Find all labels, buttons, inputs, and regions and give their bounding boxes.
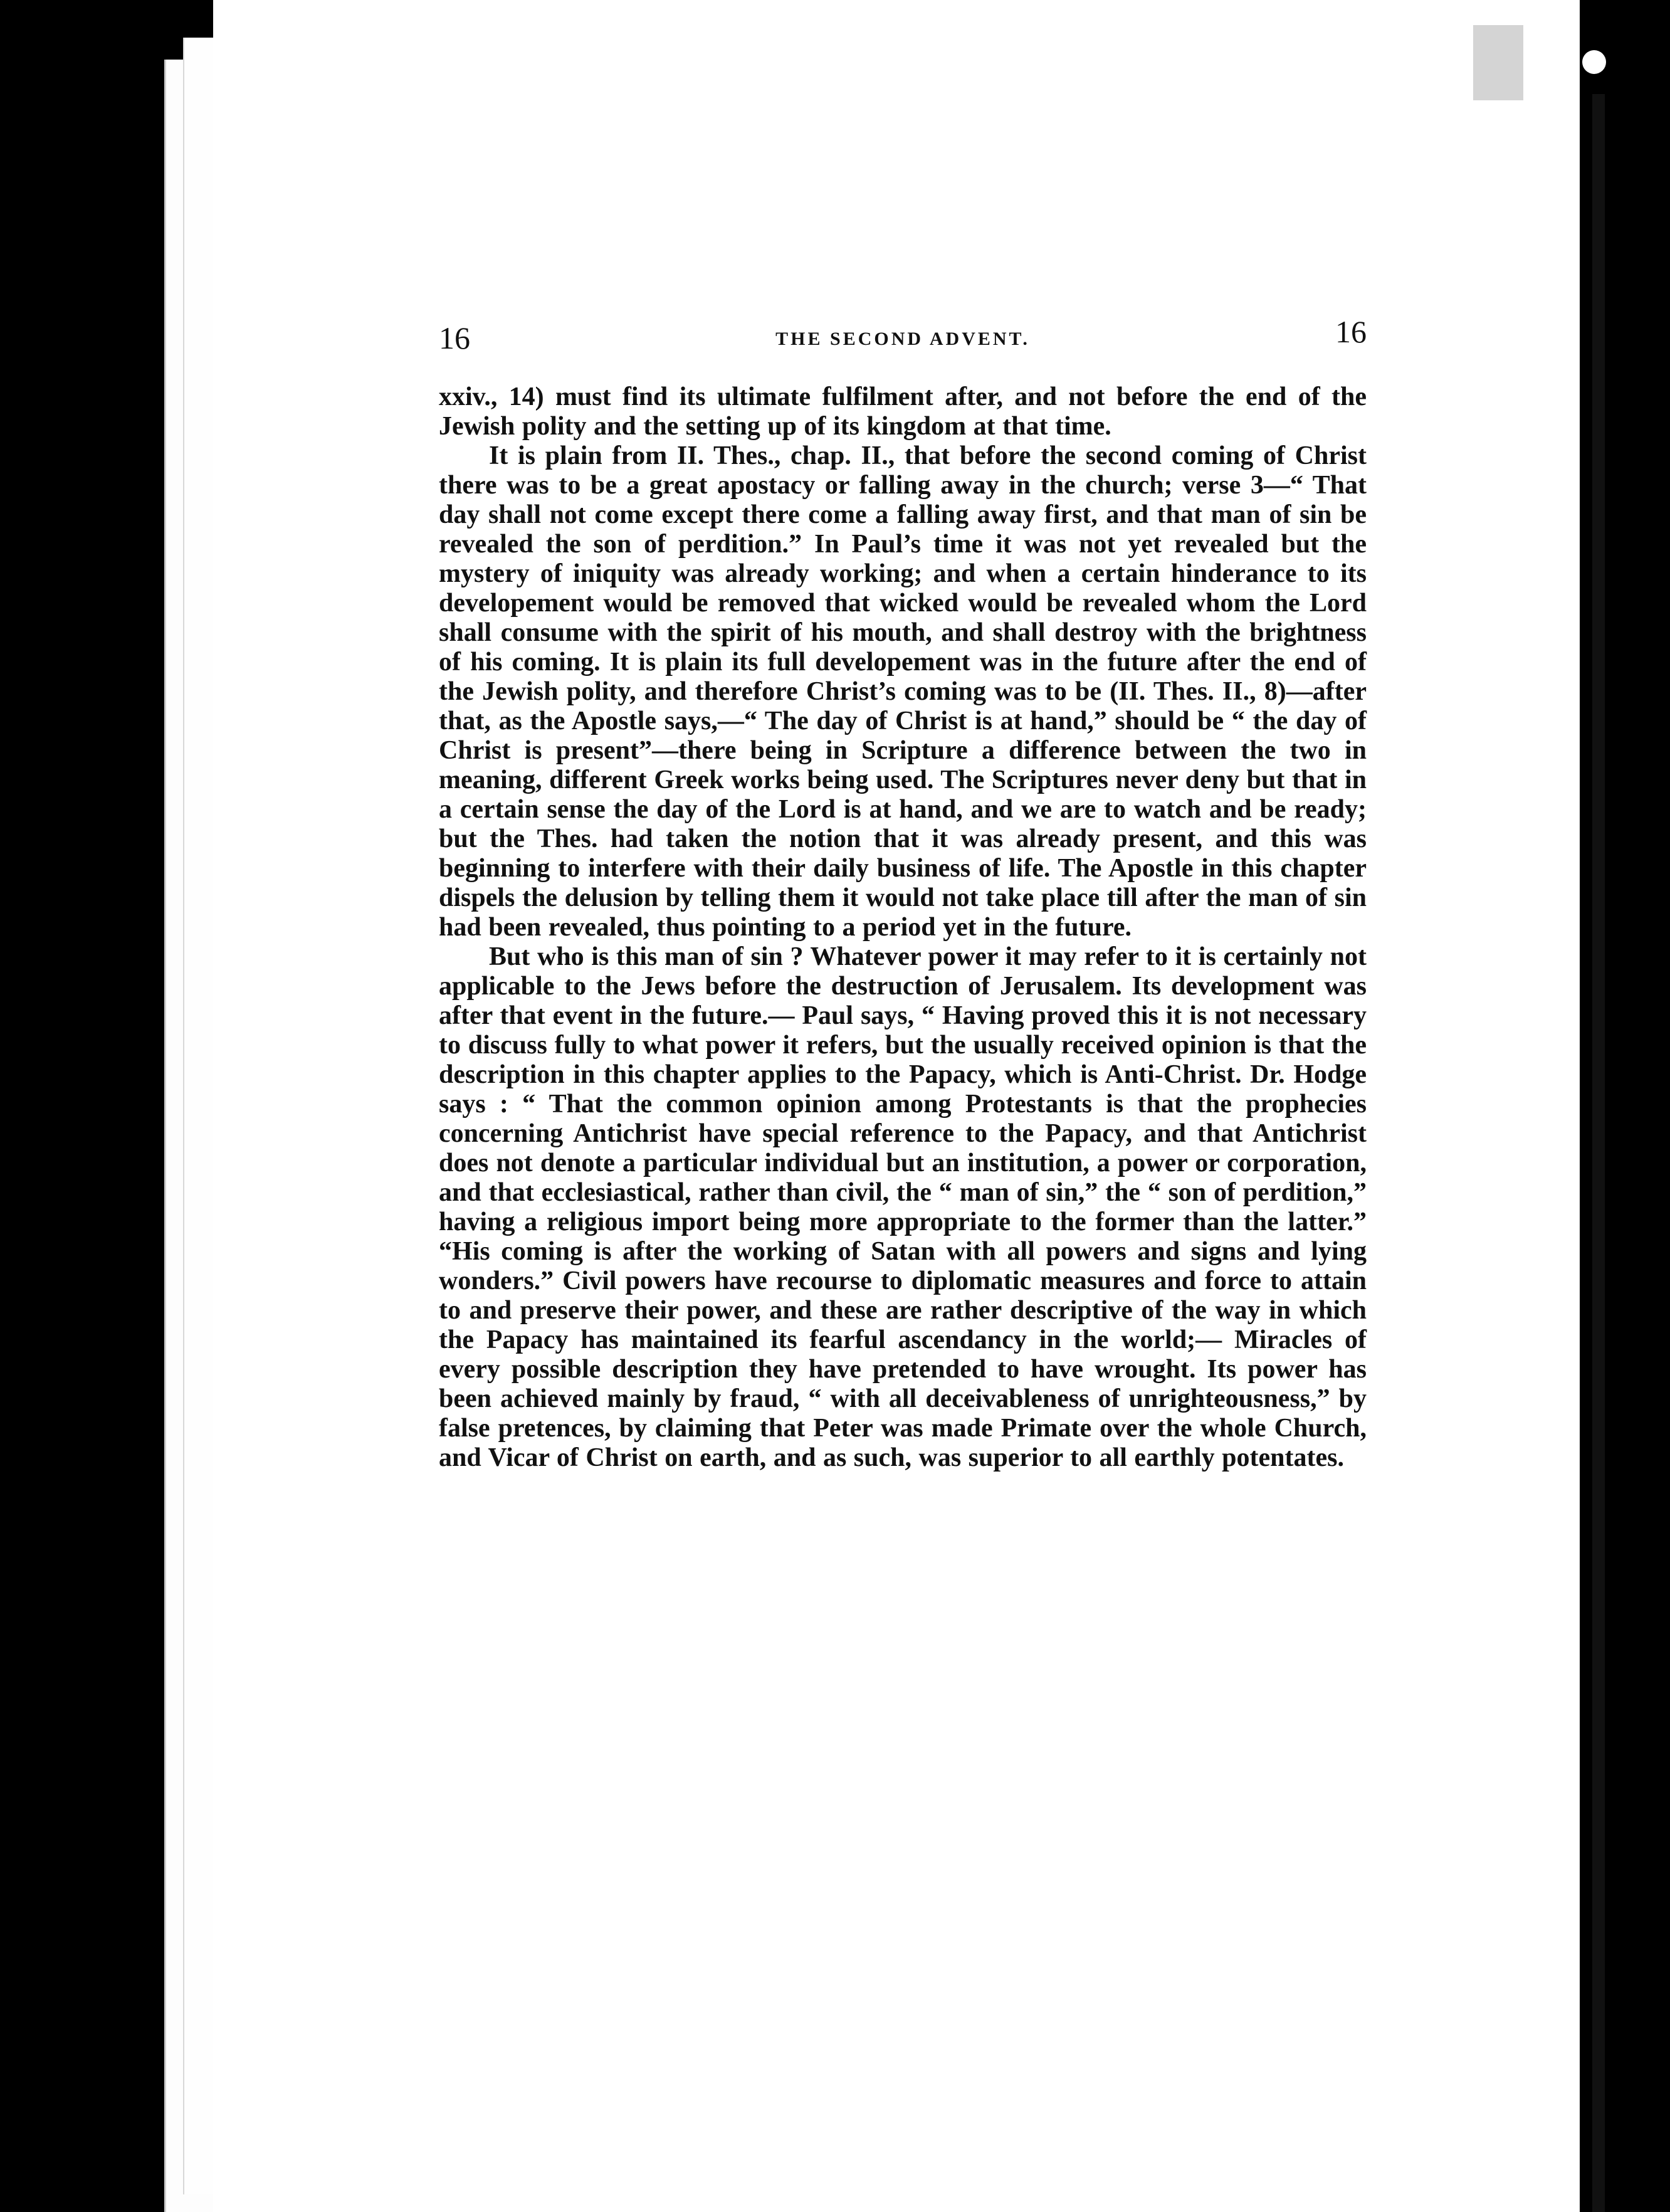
binder-tab [1473,25,1523,100]
page-content [439,313,1367,1473]
page-header [439,313,1367,364]
page-number-left: 16 [439,320,470,356]
paragraph-man-of-sin: But who is this man of sin ? Whatever power it may refer to it is certainly not applicable to the Jews before the destruction of Jerusalem. Its development was after that event in the future.— Paul says, “ Having proved this it is not necessary to discuss fully to what power it refers, but the usually received opinion is that the description in this chapter applies to the Papacy, which is Anti-Christ. Dr. Hodge says : “ That the common opinion among Protestants is that the prophecies concerning Antichrist have special reference to the Papacy, and that Antichrist does not denote a particular individual but an institution, a power or corporation, and that ecclesiastical, rather than civil, the “ man of sin,” the “ son of perdition,” having a religious import being more appropriate to the former than the latter.” “His coming is after the working of Satan with all powers and signs and lying wonders.” Civil powers have recourse to diplomatic measures and force to attain to and preserve their power, and these are rather descriptive of the way in which the Papacy has maintained its fearful ascendancy in the world;— Miracles of every possible description they have pretended to have wrought. Its power has been achieved mainly by fraud, “ with all deceivableness of unrighteousness,” by false pretences, by claiming that Peter was made Primate over the whole Church, and Vicar of Christ on earth, and as such, was superior to all earthly potentates. [439,942,1367,1472]
paragraph-continued: xxiv., 14) must find its ultimate fulfilment after, and not before the end of the Jewish polity and the setting up of its kingdom at that time. [439,382,1367,441]
paragraph-apostacy: It is plain from II. Thes., chap. II., that before the second coming of Christ there was to be a great apostacy or falling away in the church; verse 3—“ That day shall not come except there come a falling away first, and that man of sin be revealed the son of perdition.” In Paul’s time it was not yet revealed but the mystery of iniquity was already working; and when a certain hinderance to its developement would be removed that wicked would be revealed whom the Lord shall consume with the spirit of his mouth, and shall destroy with the brightness of his coming. It is plain its full developement was in the future after the end of the Jewish polity, and therefore Christ’s coming was to be (II. Thes. II., 8)—after that, as the Apostle says,—“ The day of Christ is at hand,” should be “ the day of Christ is present”—there being in Scripture a difference between the two in meaning, different Greek works being used. The Scriptures never deny but that in a certain sense the day of the Lord is at hand, and we are to watch and be ready; but the Thes. had taken the notion that it was already present, and this was beginning to interfere with their daily business of life. The Apostle in this chapter dispels the delusion by telling them it would not take place till after the man of sin had been revealed, thus pointing to a period yet in the future. [439,441,1367,942]
adjacent-page-edge [1592,94,1605,2212]
page-number-right: 16 [1335,314,1367,349]
running-title: THE SECOND ADVENT. [775,329,1030,349]
punch-hole [1582,50,1606,74]
body-text [439,382,1367,1473]
